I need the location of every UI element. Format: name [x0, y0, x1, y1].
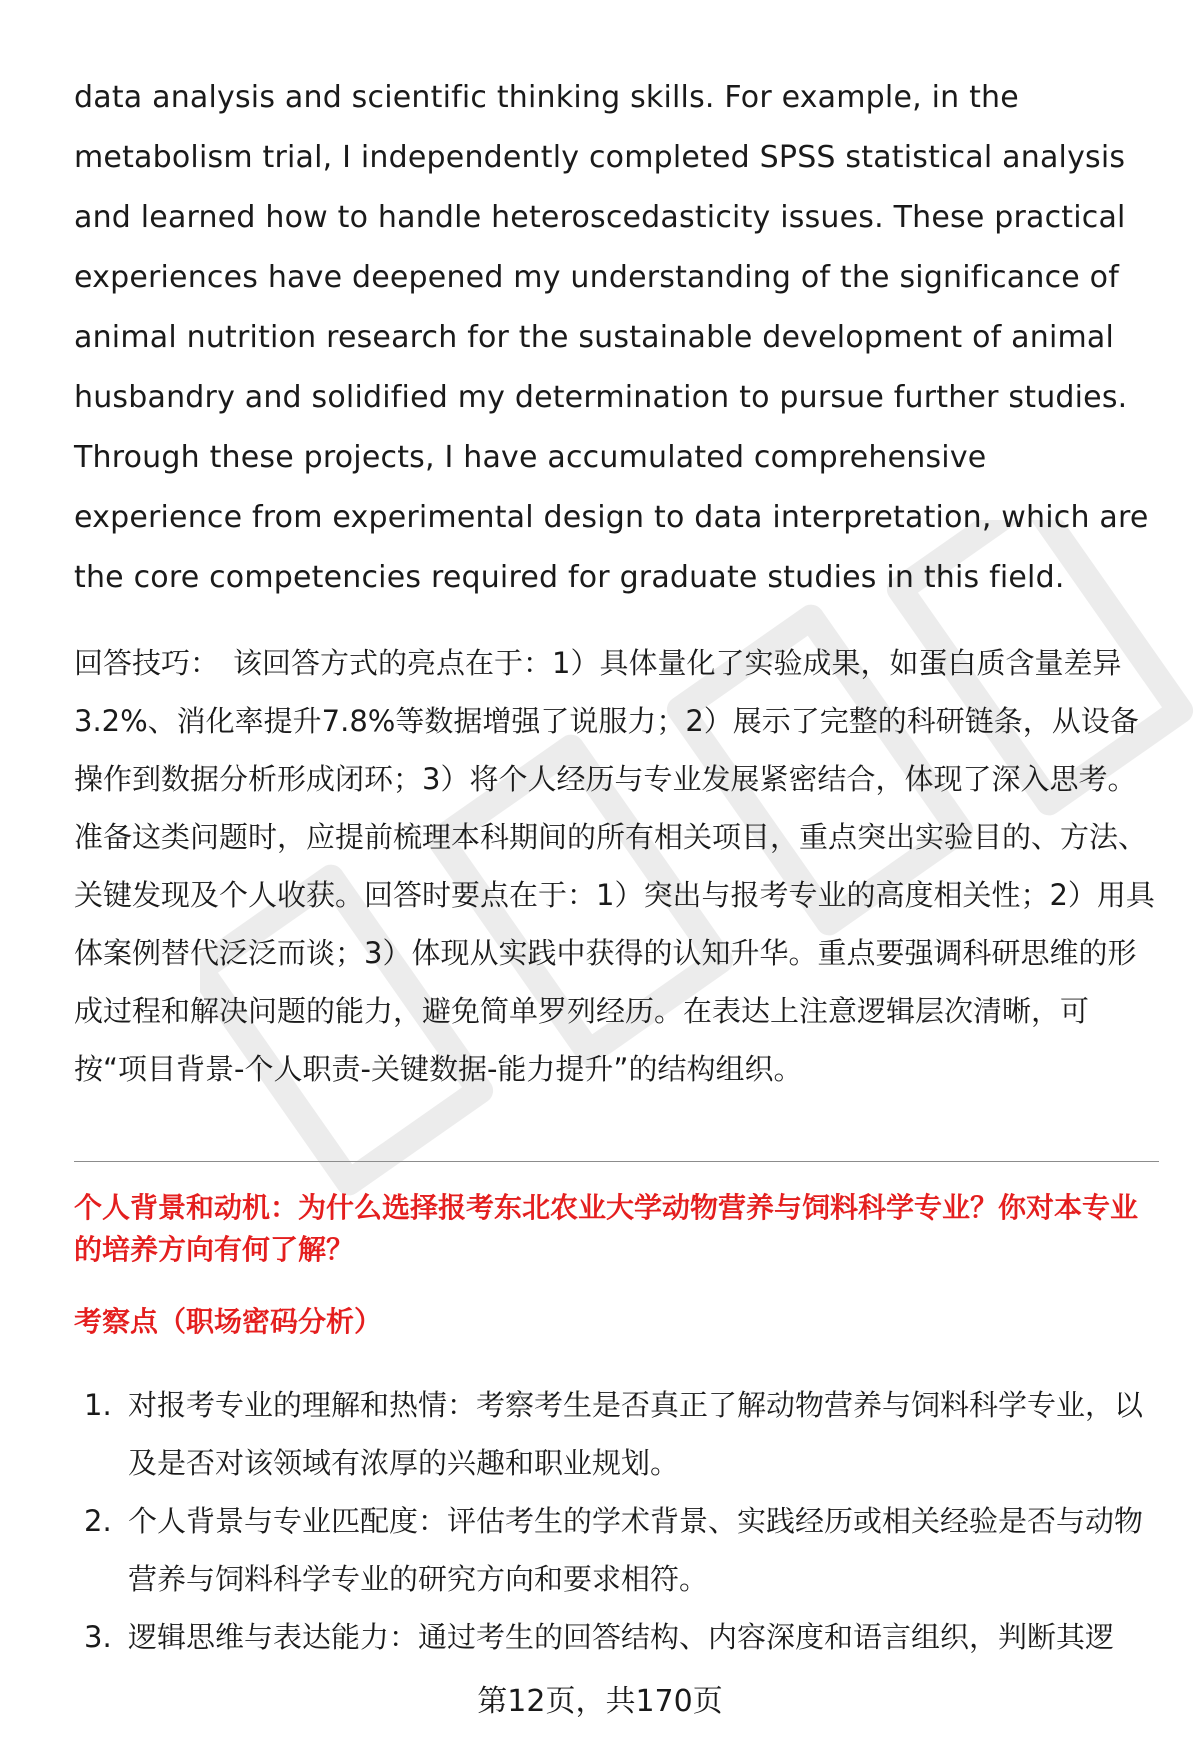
assessment-points-list [74, 1376, 1159, 1666]
list-item [74, 1376, 1159, 1492]
answer-tip-paragraph [74, 634, 1159, 1098]
tip-text: 该回答方式的亮点在于：1）具体量化了实验成果，如蛋白质含量差异3.2%、消化率提升7.8%等数据增强了说服力；2）展示了完整的科研链条，从设备操作到数据分析形成闭环；3）将个人经历与专业发展紧密结合，体现了深入思考。准备这类问题时，应提前梳理本科期间的所有相关项目，重点突出实验目的、方法、关键发现及个人收获。回答时要点在于：1）突出与报考专业的高度相关性；2）用具体案例替代泛泛而谈；3）体现从实践中获得的认知升华。重点要强调科研思维的形成过程和解决问题的能力，避免简单罗列经历。在表达上注意逻辑层次清晰，可按“项目背景-个人职责-关键数据-能力提升”的结构组织。 [74, 646, 1155, 1086]
assessment-subtitle: 考察点（职场密码分析） [74, 1305, 383, 1338]
list-item [74, 1492, 1159, 1608]
list-item-text: 对报考专业的理解和热情：考察考生是否真正了解动物营养与饲料科学专业，以及是否对该领域有浓厚的兴趣和职业规划。 [128, 1388, 1144, 1480]
question-title: 个人背景和动机：为什么选择报考东北农业大学动物营养与饲料科学专业？你对本专业的培养方向有何了解？ [74, 1191, 1139, 1266]
page-number: 第12页，共170页 [477, 1684, 723, 1719]
page-content [74, 68, 1159, 1098]
section-divider [74, 1161, 1159, 1162]
list-item-number: 3. [84, 1620, 112, 1654]
list-item-text: 逻辑思维与表达能力：通过考生的回答结构、内容深度和语言组织，判断其逻 [128, 1620, 1115, 1654]
list-item [74, 1608, 1159, 1666]
list-item-number: 2. [84, 1504, 112, 1538]
list-item-text: 个人背景与专业匹配度：评估考生的学术背景、实践经历或相关经验是否与动物营养与饲料科学专业的研究方向和要求相符。 [128, 1504, 1144, 1596]
tip-label: 回答技巧： [74, 646, 220, 680]
answer-paragraph: data analysis and scientific thinking skills. For example, in the metabolism trial, I independently completed SPSS statistical analysis and learned how to handle heteroscedasticity issues. These practical experiences have deepened my understanding of the significance of animal nutrition research for the sustainable development of animal husbandry and solidified my determination to pursue further studies. Through these projects, I have accumulated comprehensive experience from experimental design to data interpretation, which are the core competencies required for graduate studies in this field. [74, 80, 1149, 595]
list-item-number: 1. [84, 1388, 112, 1422]
